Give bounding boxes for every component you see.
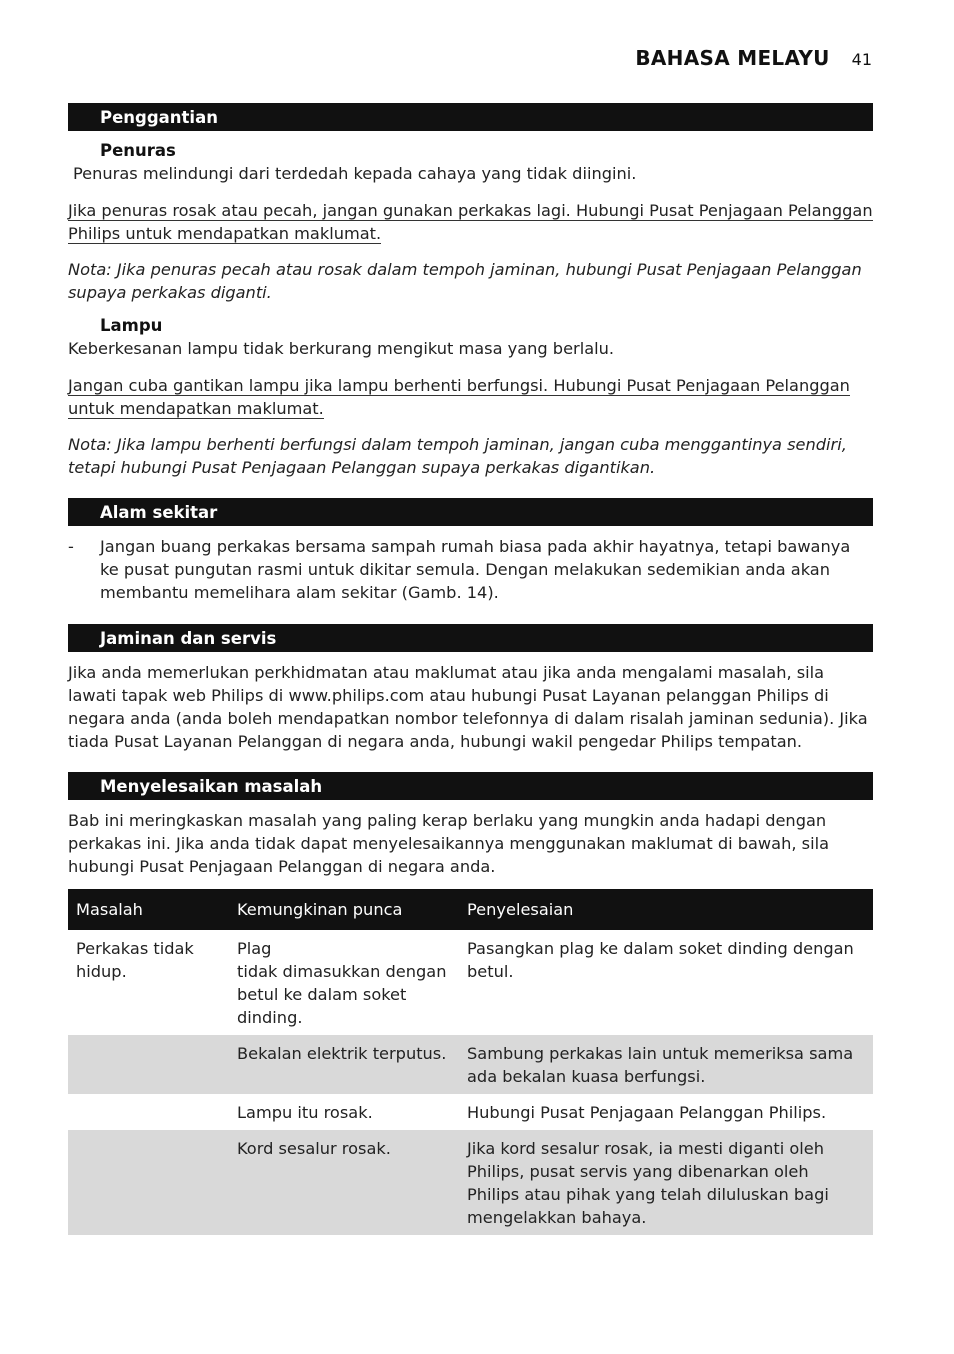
table-cell-problem: Perkakas tidak hidup. [76, 939, 194, 981]
table-cell-solution: Pasangkan plag ke dalam soket dinding dengan betul. [467, 939, 854, 981]
lampu-warning-text: Jangan cuba gantikan lampu jika lampu berhenti berfungsi. Hubungi Pusat Penjagaan Pelanggan untuk mendapatkan maklumat. [68, 376, 850, 418]
table-cell-solution: Sambung perkakas lain untuk memeriksa sama ada bekalan kuasa berfungsi. [467, 1044, 854, 1086]
subheading-lampu: Lampu [100, 316, 163, 335]
troubleshooting-table [68, 889, 873, 1235]
penuras-warning [68, 199, 873, 245]
lampu-text: Keberkesanan lampu tidak berkurang mengikut masa yang berlalu. [68, 339, 615, 358]
table-cell-problem [68, 1035, 229, 1094]
lampu-note: Nota: Jika lampu berhenti berfungsi dalam tempoh jaminan, jangan cuba menggantinya sendiri, tetapi hubungi Pusat Penjagaan Pelanggan supaya perkakas digantikan. [68, 435, 847, 477]
page-number: 41 [851, 50, 872, 69]
subheading-penuras: Penuras [100, 141, 176, 160]
dash-bullet: - [68, 537, 74, 556]
penuras-note: Nota: Jika penuras pecah atau rosak dalam tempoh jaminan, hubungi Pusat Penjagaan Pelanggan supaya perkakas diganti. [68, 260, 862, 302]
penuras-text: Penuras melindungi dari terdedah kepada cahaya yang tidak diingini. [73, 164, 637, 183]
table-cell-cause: Plag tidak dimasukkan dengan betul ke dalam soket dinding. [237, 939, 447, 1027]
page-header [635, 46, 872, 70]
language-title: BAHASA MELAYU [635, 46, 830, 70]
alam-sekitar-list [68, 535, 873, 604]
section-heading-jaminan: Jaminan dan servis [68, 624, 873, 652]
lampu-warning [68, 374, 873, 420]
section-heading-penggantian: Penggantian [68, 103, 873, 131]
document-body [68, 103, 873, 1235]
table-cell-solution: Jika kord sesalur rosak, ia mesti diganti oleh Philips, pusat servis yang dibenarkan oleh Philips atau pihak yang telah diluluskan bagi mengelakkan bahaya. [467, 1139, 829, 1227]
table-row [68, 1094, 873, 1130]
table-cell-problem [68, 1130, 229, 1235]
masalah-intro: Bab ini meringkaskan masalah yang paling kerap berlaku yang mungkin anda hadapi dengan perkakas ini. Jika anda tidak dapat menyelesaikannya menggunakan maklumat di bawah, sila hubungi Pusat Penjagaan Pelanggan di negara anda. [68, 811, 829, 876]
section-heading-alam-sekitar: Alam sekitar [68, 498, 873, 526]
penuras-warning-text: Jika penuras rosak atau pecah, jangan gunakan perkakas lagi. Hubungi Pusat Penjagaan Pelanggan Philips untuk mendapatkan maklumat. [68, 201, 873, 243]
section-heading-masalah: Menyelesaikan masalah [68, 772, 873, 800]
column-header-masalah: Masalah [76, 900, 143, 919]
list-item [68, 535, 873, 604]
table-header-row [68, 889, 873, 930]
column-header-penyelesaian: Penyelesaian [467, 900, 574, 919]
table-cell-solution: Hubungi Pusat Penjagaan Pelanggan Philips. [467, 1103, 827, 1122]
list-item-text: Jangan buang perkakas bersama sampah rumah biasa pada akhir hayatnya, tetapi bawanya ke pusat pungutan rasmi untuk dikitar semula. Dengan melakukan sedemikian anda akan membantu memelihara alam sekitar (Gamb. 14). [100, 537, 851, 602]
column-header-punca: Kemungkinan punca [237, 900, 403, 919]
table-row [68, 930, 873, 1035]
table-cell-cause: Lampu itu rosak. [237, 1103, 373, 1122]
table-cell-cause: Kord sesalur rosak. [237, 1139, 391, 1158]
table-cell-cause: Bekalan elektrik terputus. [237, 1044, 447, 1063]
table-row [68, 1130, 873, 1235]
jaminan-text: Jika anda memerlukan perkhidmatan atau maklumat atau jika anda mengalami masalah, sila lawati tapak web Philips di www.philips.com atau hubungi Pusat Layanan pelanggan Philips di negara anda (anda boleh mendapatkan nombor telefonnya di dalam risalah jaminan sedunia). Jika tiada Pusat Layanan Pelanggan di negara anda, hubungi wakil pengedar Philips tempatan. [68, 663, 868, 751]
table-row [68, 1035, 873, 1094]
table-cell-problem [68, 1094, 229, 1130]
